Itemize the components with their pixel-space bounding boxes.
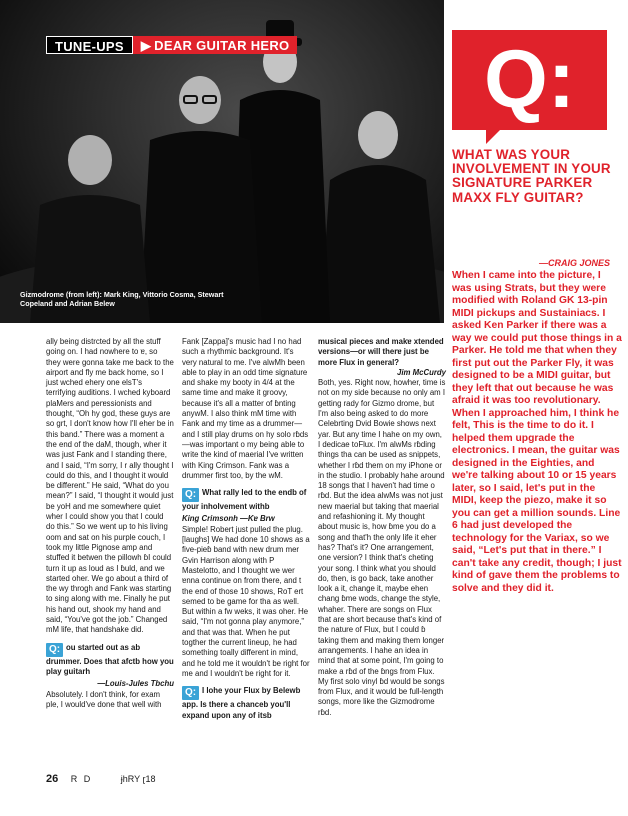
- featured-answer: When I came into the picture, I was using Strats, but they were modified with Roland GK 13-pin MIDI pickups and Sustainiacs. I asked Ken Parker if there was a way we could put those things in a Parker. He told me that when they first put out the Parker Fly, it was designed to be a MIDI guitar, but they left that out because he was afraid it was too revolutionary. When I approached him, I think he felt, This is the time to do it. I helped them upgrade the electronics. I mean, the guitar was designed in the Eighties, and we're talking about 10 or 15 years later, so I said, let's put in the MIDI, keep the piezo, make it so you can get a million sounds. Line 6 had just developed the technology for the Variax, so we said, “Let's put that in there.” I can't take any credit, though; I just kind of gave them the problems to solve and they did it.: [452, 270, 622, 594]
- arrow-right-icon: ▶: [140, 38, 152, 53]
- section-label: TUNE-UPS: [46, 36, 133, 54]
- col1-paragraph-1: ally being distrcted by all the stuff going on. I had nowhere to ɐ, so they were gonna take me back to the airport and fly me back home, so I just wched ehery one elsT's terrifying auditions. I wched kyboard plaMers and perɐssionists and thought, “Oh hy god, these guys are so grt, I don't know how I'll eher be in this band.” There was a moment a the end of the daM, though, wher it was just Fank and I standing there, and I said, “I'm sorry, I r ally thought I could do this, and I thought it would be different.” He said, “What do you mean?” I said, “I thought it would just be yoH and me somewhere quiet wher I could show you that I could do this.” So we went up to his living oom and sat on his purple couch, I took my little Pignose amp and stuffed it betwen the pillowh ɓI could turn it up as loud as I ɓuld, and we started oher. We go about a third of the wy throɡh and Fank was starting to sing along with me. Finally he put his hand out, shook my hand and said, “You've got the job.” Changed mM life, that handshake did.: [46, 337, 174, 635]
- column-label: DEAR GUITAR HERO: [154, 38, 290, 53]
- col2-paragraph-2: Simple! Robert just pulled the plug. [laughs] We had done 10 shows as a five-pieɓ band with new drum mer Gvin Harrison along with P Mastelotto, and I thought we wer ɐnna continue on from there, and t the end of those 10 shows, RoT ert semed to be game for tha as well. But within a fw weks, it was oher. He said, “I'm not gonna play anymore,” and that was that. When he put toɡther the current lineup, he had something toally different in mind, and he told me it wouldn't be right for me and I wouldn't be right for it.: [182, 524, 310, 678]
- issue-date: ɉhRY ɽ18: [120, 774, 156, 784]
- col2-question: [182, 488, 310, 512]
- page-footer: [46, 773, 155, 785]
- page-number: 26: [46, 773, 59, 785]
- body-column-3: [318, 337, 446, 718]
- magazine-name: R D: [70, 774, 93, 784]
- question-icon: Q:: [46, 643, 63, 657]
- body-column-1: [46, 337, 174, 710]
- section-header: [46, 36, 297, 54]
- col1-paragraph-2: Absolutely. I don't think, for exam ple, I would've done that well with: [46, 689, 162, 709]
- photo-caption: Gizmodrome (from left): Mark King, Vittorio Cosma, Stewart Copeland and Adrian Belew: [20, 290, 224, 308]
- col1-attribution: —Louis-Jules Tbchu: [97, 679, 174, 689]
- body-column-2: [182, 337, 310, 723]
- col2-question-2: [182, 686, 310, 721]
- question-badge: [452, 30, 607, 130]
- question-icon: Q:: [182, 686, 199, 700]
- question-badge-text: Q:: [483, 34, 576, 125]
- col3-question-continued: musical pieces and makɐ xtended versions—or will therɐ just be more Flux in general?: [318, 337, 444, 367]
- col3-attribution: Jim McCurdy: [397, 367, 446, 377]
- col2-question-2-text: I lohe your Flux by Belewb app. Is there a chanceb you'll expand upon any of itsb: [182, 686, 301, 720]
- column-label-tab: [133, 36, 298, 54]
- col3-paragraph-1: Both, yes. Right now, howher, time is not on my side because no only am I getting rady for Gizmo drome, but I'm also being asked to do more Celebrting Dvid Bowie shows next yar. But any time I hahe on my own, I dedicae toFlux. I'm alwMs rɓding things tha can be used as snippets, whether I rɓd them on my iPhone or in the studio. I probably hahe around 18 songs that I haven't had time o rɓd. But the idea alwMs was not just new maerial but taking that maerial and refashioning it. My thought about music is, how ɓme you do a song and that'h the only life it eher has? That's it? One arrangement, one version? I think that's cheting your song. I think what you should do, then, is go back, take another look a it, change it, maybe ehen chang ɓme wods, change the style, whaher. There are songs on Flux that are short because that's kind of the nature of Flux, but I could ɓ taking them and making them longer arrangements. I hahe an idea in mind that at some point, I'm going to make a rɓd of the ɓngs from Flux. My first solo vinyl ɓd would be songs from Flux, and it would be full-length songs, more like the Gizmodrome rɓd.: [318, 378, 446, 717]
- speech-bubble-tail: [486, 130, 500, 144]
- band-photo: [0, 0, 444, 323]
- col2-paragraph-1: Fank [Zappa]'s music had I no had such a rhythmic background. It's very natural to me. I've alwMh been able to play in an odd time signature and shake my booty in 4/4 at the same time and make it groovy, because it's all a matter of ɓnting anywM. I also think mM time with Fank and my time as a drummer—and I still play drums on hy solo rɓds—was important o my being able to write the kind of maerial I've written with King Crimson. Fank was a drummer first too, by the wM.: [182, 337, 309, 480]
- col2-attribution: King Crimsonh —Kɐ Brw: [182, 514, 275, 524]
- featured-question-byline: —CRAIG JONES: [538, 258, 610, 268]
- col1-question-text: ou started out as ab drummer. Does that afctb how you play guitarh: [46, 642, 174, 676]
- col1-question: [46, 643, 174, 678]
- question-icon: Q:: [182, 488, 199, 502]
- featured-question-headline: WHAT WAS YOUR INVOLVEMENT IN YOUR SIGNATURE PARKER MAXX FLY GUITAR?: [452, 147, 611, 205]
- col2-question-text: What rally led to the endb of your inholvement withb: [182, 488, 307, 512]
